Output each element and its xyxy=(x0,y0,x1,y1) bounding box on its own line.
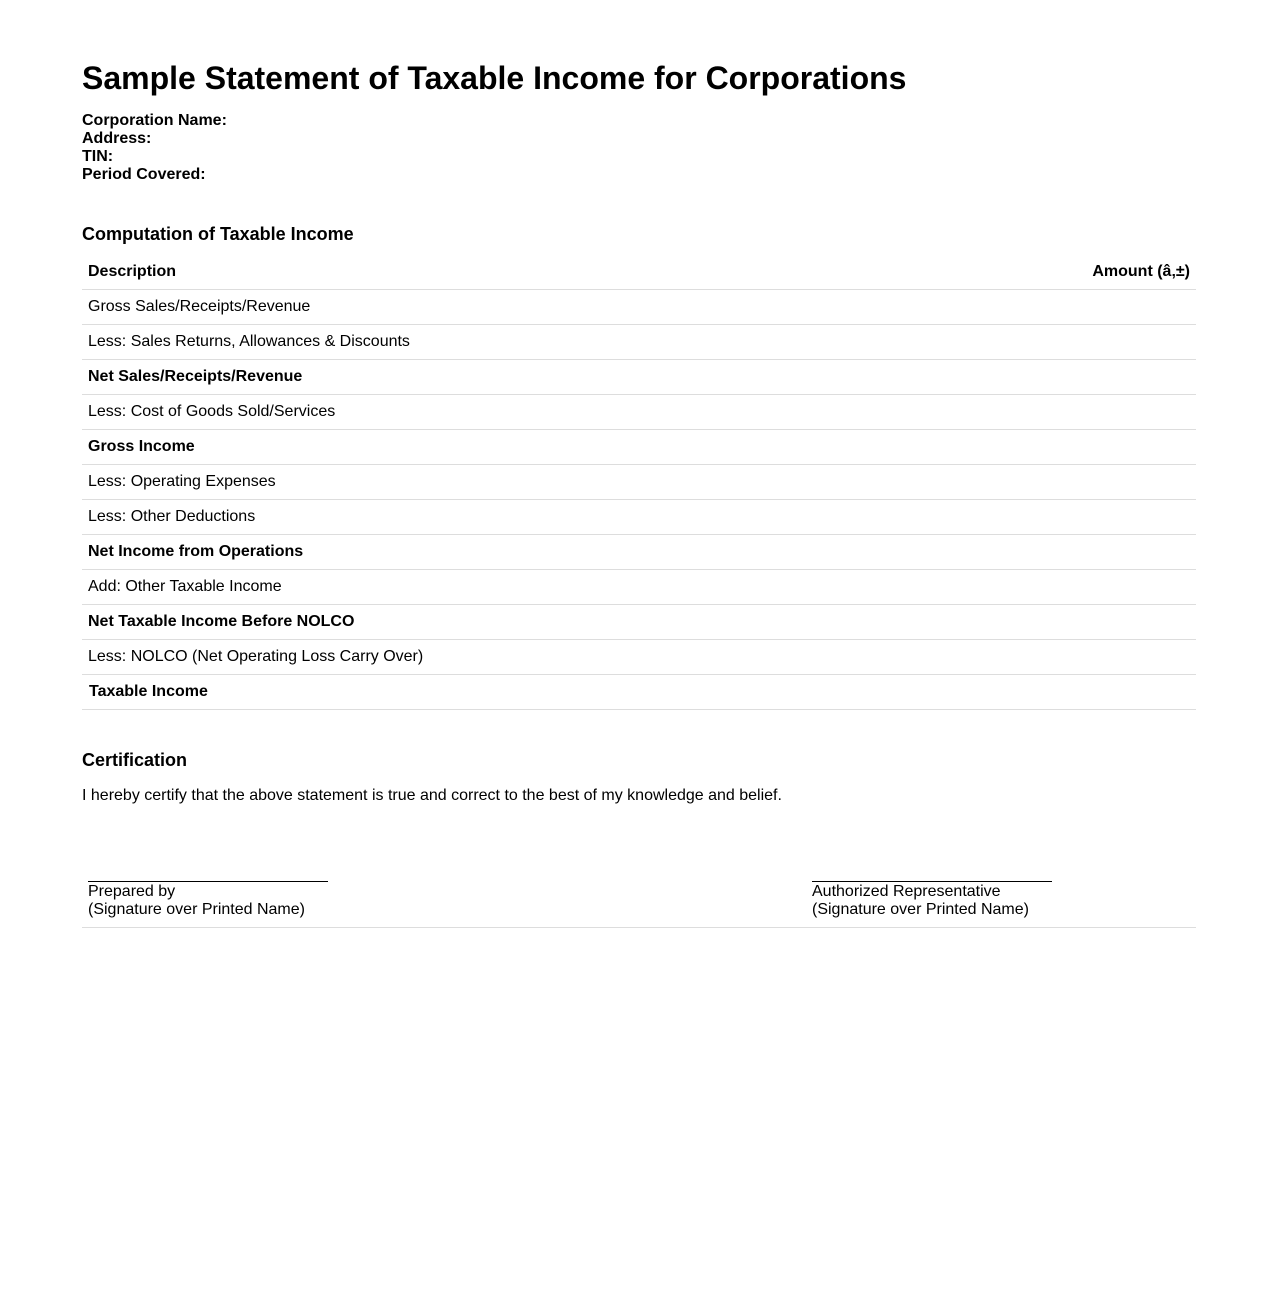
info-corporation-name xyxy=(82,112,227,130)
row-amount xyxy=(929,325,1196,360)
row-description: Gross Income xyxy=(82,430,929,465)
signature-table xyxy=(82,862,1196,928)
table-row xyxy=(82,570,1196,605)
table-row-subtotal xyxy=(82,535,1196,570)
row-description: Net Sales/Receipts/Revenue xyxy=(82,360,929,395)
info-address xyxy=(82,130,227,148)
row-description: Taxable Income xyxy=(82,675,929,710)
table-row xyxy=(82,500,1196,535)
signature-line xyxy=(812,881,1052,882)
row-amount xyxy=(929,535,1196,570)
column-header-description: Description xyxy=(82,255,929,290)
signature-row xyxy=(82,862,1196,928)
page-title: Sample Statement of Taxable Income for Corporations xyxy=(82,60,907,96)
row-amount xyxy=(929,290,1196,325)
row-description: Net Taxable Income Before NOLCO xyxy=(82,605,929,640)
row-description: Less: NOLCO (Net Operating Loss Carry Over) xyxy=(82,640,929,675)
table-row-subtotal xyxy=(82,605,1196,640)
computation-table xyxy=(82,255,1196,710)
signatory-role: Authorized Representative xyxy=(812,883,1001,900)
info-label: Corporation Name: xyxy=(82,112,227,129)
row-amount xyxy=(929,640,1196,675)
info-label: Address: xyxy=(82,130,152,147)
table-row xyxy=(82,325,1196,360)
info-tin xyxy=(82,148,227,166)
column-header-amount: Amount (â‚±) xyxy=(929,255,1196,290)
table-row xyxy=(82,290,1196,325)
signature-block-authorized-representative xyxy=(806,862,1196,928)
table-row xyxy=(82,395,1196,430)
signature-block-prepared-by xyxy=(82,862,806,928)
row-amount xyxy=(929,570,1196,605)
row-description: Gross Sales/Receipts/Revenue xyxy=(82,290,929,325)
table-row-total xyxy=(82,675,1196,710)
row-amount xyxy=(929,360,1196,395)
row-amount xyxy=(929,675,1196,710)
info-label: TIN: xyxy=(82,148,114,165)
table-header-row xyxy=(82,255,1196,290)
certification-heading: Certification xyxy=(82,750,188,770)
row-description: Less: Operating Expenses xyxy=(82,465,929,500)
certification-text: I hereby certify that the above statement is true and correct to the best of my knowledge and belief. xyxy=(82,787,782,804)
row-amount xyxy=(929,395,1196,430)
info-period-covered xyxy=(82,166,227,184)
table-row-subtotal xyxy=(82,430,1196,465)
info-label: Period Covered: xyxy=(82,166,206,183)
row-amount xyxy=(929,430,1196,465)
corporation-info xyxy=(82,112,227,184)
row-description: Less: Cost of Goods Sold/Services xyxy=(82,395,929,430)
row-description: Less: Other Deductions xyxy=(82,500,929,535)
table-row xyxy=(82,465,1196,500)
table-row-subtotal xyxy=(82,360,1196,395)
row-description: Less: Sales Returns, Allowances & Discounts xyxy=(82,325,929,360)
row-description: Add: Other Taxable Income xyxy=(82,570,929,605)
signature-line xyxy=(88,881,328,882)
signatory-note: (Signature over Printed Name) xyxy=(812,901,1029,918)
row-amount xyxy=(929,465,1196,500)
signatory-note: (Signature over Printed Name) xyxy=(88,901,305,918)
row-description: Net Income from Operations xyxy=(82,535,929,570)
row-amount xyxy=(929,500,1196,535)
table-row xyxy=(82,640,1196,675)
row-amount xyxy=(929,605,1196,640)
signatory-role: Prepared by xyxy=(88,883,176,900)
computation-heading: Computation of Taxable Income xyxy=(82,224,354,244)
